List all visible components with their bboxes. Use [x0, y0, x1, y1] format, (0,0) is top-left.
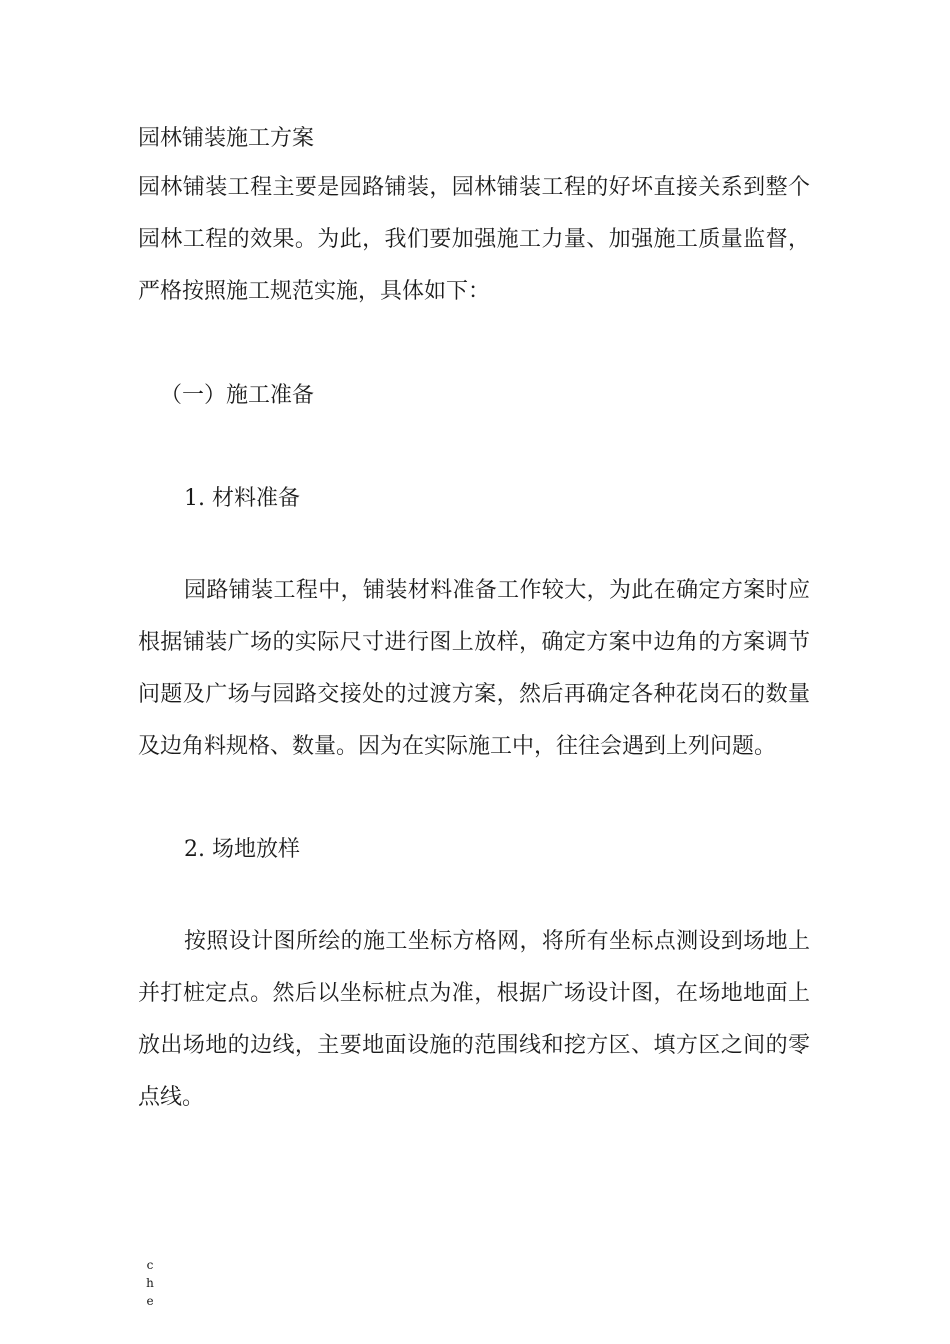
- section-heading-preparation: （一）施工准备: [160, 383, 315, 408]
- materials-line-1: 园路铺装工程中，铺装材料准备工作较大，为此在确定方案时应: [184, 578, 810, 603]
- subsection-heading-site-layout: 2. 场地放样: [184, 837, 300, 862]
- footer-char: c: [146, 1258, 154, 1272]
- site-layout-line-3: 放出场地的边线，主要地面设施的范围线和挖方区、填方区之间的零: [138, 1033, 810, 1058]
- materials-line-2: 根据铺装广场的实际尺寸进行图上放样，确定方案中边角的方案调节: [138, 630, 810, 655]
- materials-line-3: 问题及广场与园路交接处的过渡方案，然后再确定各种花岗石的数量: [138, 682, 810, 707]
- footer-vertical-text: [143, 1256, 157, 1310]
- footer-char: e: [146, 1294, 154, 1308]
- site-layout-line-4: 点线。: [138, 1085, 205, 1110]
- materials-line-4: 及边角料规格、数量。因为在实际施工中，往往会遇到上列问题。: [138, 734, 777, 759]
- site-layout-line-2: 并打桩定点。然后以坐标桩点为准，根据广场设计图，在场地地面上: [138, 981, 810, 1006]
- intro-line-2: 园林工程的效果。为此，我们要加强施工力量、加强施工质量监督，: [138, 227, 810, 252]
- footer-char: h: [146, 1276, 154, 1290]
- document-title: 园林铺装施工方案: [138, 126, 315, 151]
- intro-line-1: 园林铺装工程主要是园路铺装，园林铺装工程的好坏直接关系到整个: [138, 175, 810, 200]
- intro-line-3: 严格按照施工规范实施，具体如下：: [138, 279, 491, 304]
- site-layout-line-1: 按照设计图所绘的施工坐标方格网，将所有坐标点测设到场地上: [184, 929, 810, 954]
- subsection-heading-materials: 1. 材料准备: [184, 486, 300, 511]
